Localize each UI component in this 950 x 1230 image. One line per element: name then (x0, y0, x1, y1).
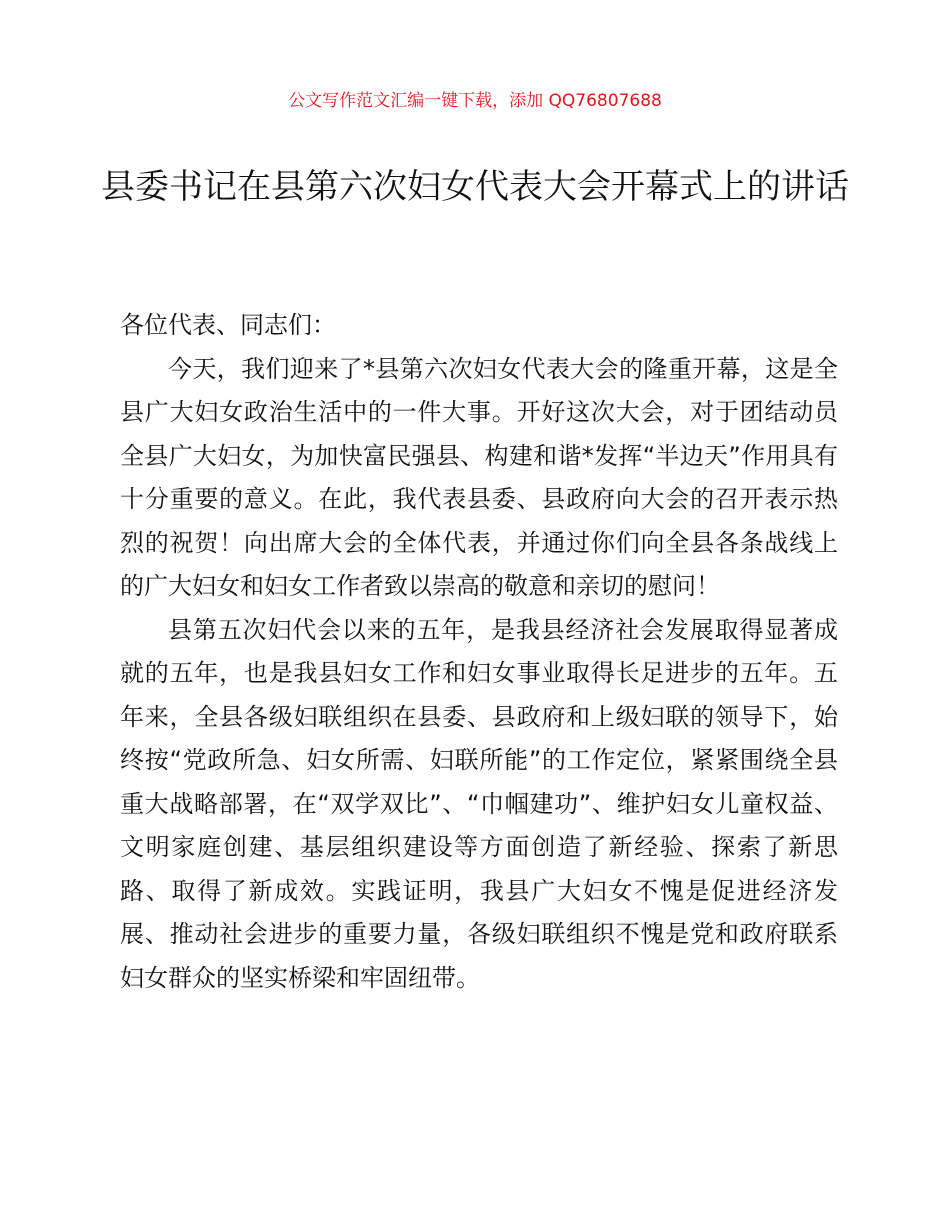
salutation: 各位代表、同志们： (120, 311, 336, 339)
paragraph-2: 县第五次妇代会以来的五年，是我县经济社会发展取得显著成就的五年，也是我县妇女工作和妇女事业取得长足进步的五年。五年来，全县各级妇联组织在县委、县政府和上级妇联的领导下，始终按“党政所急、妇女所需、妇联所能”的工作定位，紧紧围绕全县重大战略部署，在“双学双比”、“巾帼建功”、维护妇女儿童权益、文明家庭创建、基层组织建设等方面创造了新经验、探索了新思路、取得了新成效。实践证明，我县广大妇女不愧是促进经济发展、推动社会进步的重要力量，各级妇联组织不愧是党和政府联系妇女群众的坚实桥梁和牢固纽带。 (120, 615, 838, 992)
download-note-header: 公文写作范文汇编一键下载，添加 QQ76807688 (288, 91, 662, 111)
document-body (120, 304, 838, 1000)
document-title: 县委书记在县第六次妇女代表大会开幕式上的讲话 (101, 167, 849, 207)
paragraph-1: 今天，我们迎来了*县第六次妇女代表大会的隆重开幕，这是全县广大妇女政治生活中的一件大事。开好这次大会，对于团结动员全县广大妇女，为加快富民强县、构建和谐*发挥“半边天”作用具有十分重要的意义。在此，我代表县委、县政府向大会的召开表示热烈的祝贺！向出席大会的全体代表，并通过你们向全县各条战线上的广大妇女和妇女工作者致以崇高的敬意和亲切的慰问！ (120, 354, 838, 600)
